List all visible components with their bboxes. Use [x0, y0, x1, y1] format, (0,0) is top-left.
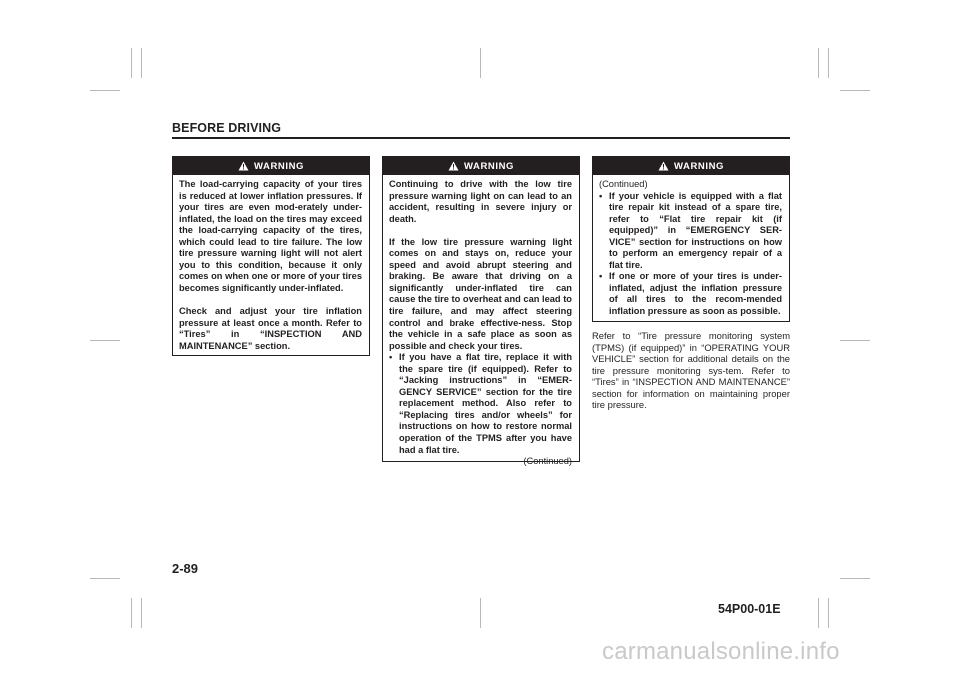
- crop-mark: [90, 578, 120, 579]
- crop-mark: [840, 90, 870, 91]
- section-title: BEFORE DRIVING: [172, 121, 282, 135]
- crop-mark: [818, 598, 819, 628]
- warning-bullet: [389, 352, 572, 456]
- page-number: 2-89: [172, 561, 199, 576]
- crop-mark: [840, 340, 870, 341]
- warning-body: [173, 175, 369, 358]
- crop-mark: [840, 578, 870, 579]
- document-code: 54P00-01E: [718, 602, 781, 616]
- warning-heading: WARNING: [253, 160, 305, 172]
- bullet-mark: •: [389, 352, 393, 363]
- crop-mark: [828, 48, 829, 78]
- warning-triangle-icon: [658, 161, 669, 171]
- warning-body: [593, 175, 789, 324]
- body-paragraph: Refer to “Tire pressure monitoring system (TPMS) (if equipped)” in “OPERATING YOUR VEHICLE” section for additional details on the tire pressure monitoring sys-tem. Refer to “Tires” in “INSPECTION AND MAINTENANCE” section for information on maintaining proper tire pressure.: [592, 330, 790, 411]
- crop-mark: [480, 598, 481, 628]
- warning-bullet: [599, 271, 782, 317]
- warning-body: [383, 175, 579, 474]
- continued-label: (Continued): [523, 456, 572, 467]
- warning-paragraph: Continuing to drive with the low tire pressure warning light on can lead to an accident, resulting in severe injury or death.: [389, 179, 572, 224]
- crop-mark: [480, 48, 481, 78]
- crop-mark: [141, 48, 142, 78]
- warning-bullet-text: If your vehicle is equipped with a flat tire repair kit instead of a spare tire, refer to “Flat tire repair kit (if equipped)” in “EMERGENCY SER-VICE” section for instructions on how to perform an emergency repair of a flat tire.: [609, 190, 782, 270]
- warning-header: [383, 157, 579, 175]
- header-rule: [172, 137, 790, 139]
- warning-bullet-text: If one or more of your tires is under-inflated, adjust the inflation pressure of all tires to the recom-mended inflation pressure as soon as possible.: [609, 271, 782, 317]
- crop-mark: [131, 598, 132, 628]
- crop-mark: [90, 90, 120, 91]
- crop-mark: [131, 48, 132, 78]
- crop-mark: [141, 598, 142, 628]
- warning-header: [593, 157, 789, 175]
- warning-box-3: [592, 156, 790, 322]
- warning-bullet: [599, 191, 782, 272]
- warning-paragraph: If the low tire pressure warning light comes on and stays on, reduce your speed and avoid abrupt steering and braking. Be aware that driving on a significantly under-inflated tire can cause the tire to overheat and can lead to tire failure, and may affect steering control and brake effective-ness. Stop the vehicle in a safe place as soon as possible and check your tires.: [389, 236, 572, 351]
- continued-prefix: (Continued): [599, 179, 648, 189]
- warning-triangle-icon: [448, 161, 459, 171]
- watermark: carmanualsonline.info: [602, 638, 840, 665]
- warning-box-2: [382, 156, 580, 467]
- bullet-mark: •: [599, 271, 603, 282]
- crop-mark: [828, 598, 829, 628]
- warning-header: [173, 157, 369, 175]
- crop-mark: [90, 340, 120, 341]
- crop-mark: [818, 48, 819, 78]
- warning-heading: WARNING: [673, 160, 725, 172]
- warning-paragraph: Check and adjust your tire inflation pressure at least once a month. Refer to “Tires” in “INSPECTION AND MAINTENANCE” section.: [179, 306, 362, 351]
- warning-bullet-text: If you have a flat tire, replace it with the spare tire (if equipped). Refer to “Jacking instructions” in “EMER-GENCY SERVICE” section for the tire replacement method. Also refer to “Replacing tires and/or wheels” for instructions on how to restore normal operation of the TPMS after you have had a flat tire.: [399, 352, 572, 455]
- warning-triangle-icon: [238, 161, 249, 171]
- warning-paragraph: The load-carrying capacity of your tires is reduced at lower inflation pressures. If your tires are even mod-erately under-inflated, the load on the tires may exceed the load-carrying capacity of the tires, which could lead to tire failure. The low tire pressure warning light will not alert you to this condition, because it only comes on when one or more of your tires becomes significantly under-inflated.: [179, 179, 362, 293]
- bullet-mark: •: [599, 190, 603, 201]
- warning-box-1: [172, 156, 370, 356]
- warning-heading: WARNING: [463, 160, 515, 172]
